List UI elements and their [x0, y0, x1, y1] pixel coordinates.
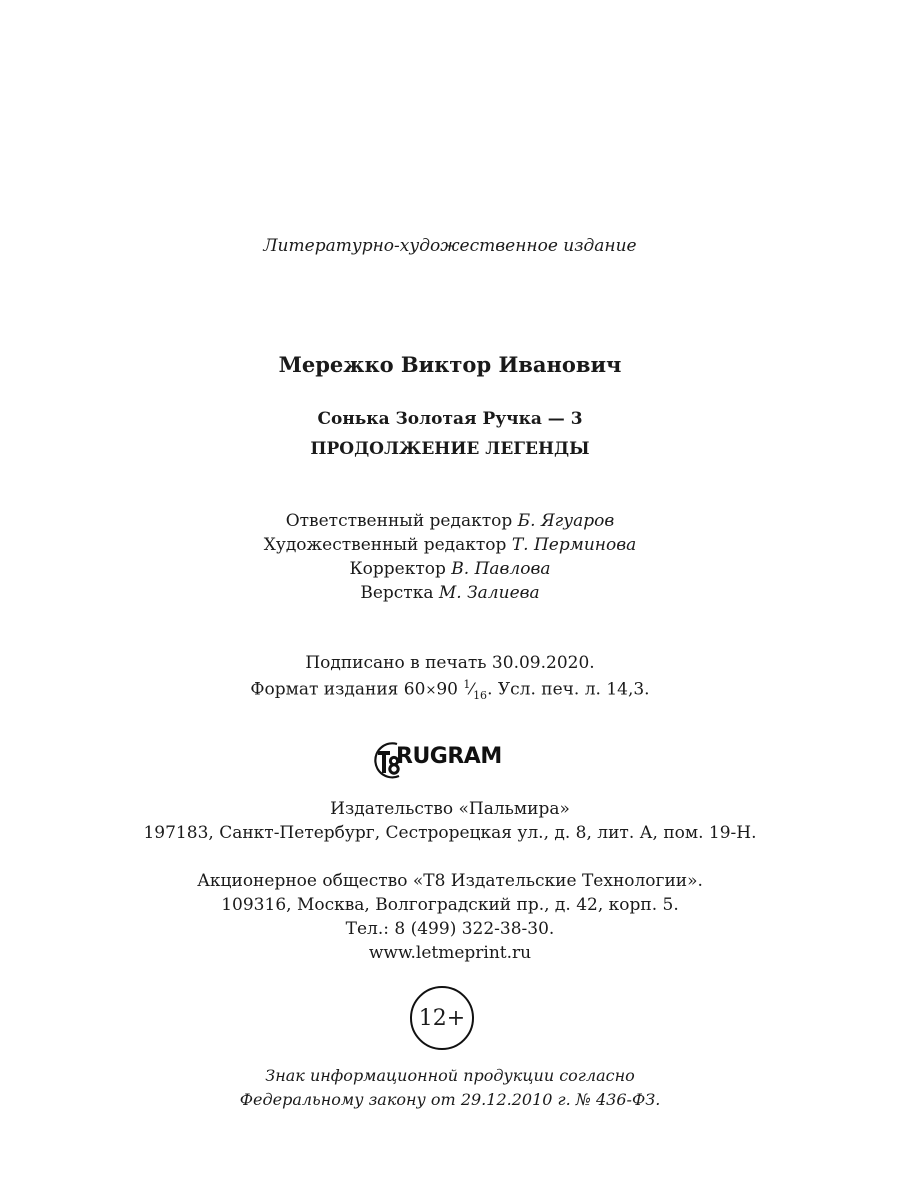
- format-rest: . Усл. печ. л. 14,3.: [487, 679, 650, 700]
- credit-person: М. Залиева: [438, 583, 540, 603]
- book-title: Сонька Золотая Ручка — 3: [317, 409, 583, 429]
- printer-name: Акционерное общество «Т8 Издательские Технологии».: [197, 871, 703, 891]
- credit-chief-editor: [0, 513, 900, 530]
- publisher-address: 197183, Санкт-Петербург, Сестрорецкая ул., д. 8, лит. А, пом. 19-Н.: [143, 823, 757, 843]
- printer-address: 109316, Москва, Волгоградский пр., д. 42, корп. 5.: [221, 895, 679, 915]
- printer-phone: Тел.: 8 (499) 322-38-30.: [345, 919, 555, 939]
- age-rating-badge: [410, 986, 474, 1050]
- notice-line-2: Федеральному закону от 29.12.2010 г. № 436-ФЗ.: [239, 1090, 661, 1109]
- print-signed-date: Подписано в печать 30.09.2020.: [305, 653, 595, 673]
- logo-text: RUGRAM: [396, 744, 502, 769]
- credit-role: Ответственный редактор: [285, 511, 513, 531]
- credit-art-editor: [0, 537, 900, 554]
- credit-role: Корректор: [349, 559, 446, 579]
- author-name: Мережко Виктор Иванович: [278, 352, 622, 377]
- rugram-logo: [369, 740, 519, 780]
- print-format: [0, 679, 900, 701]
- format-label: Формат издания 60: [250, 679, 426, 700]
- format-fraction-numerator: 1: [463, 678, 471, 691]
- credit-role: Художественный редактор: [263, 535, 507, 555]
- notice-line-1: Знак информационной продукции согласно: [265, 1066, 635, 1085]
- credit-person: В. Павлова: [451, 559, 551, 579]
- age-rating-text: 12+: [418, 1005, 466, 1031]
- credit-proofreader: [0, 561, 900, 578]
- printer-website: www.letmeprint.ru: [368, 943, 532, 963]
- credit-person: Б. Ягуаров: [517, 511, 615, 531]
- book-subtitle: ПРОДОЛЖЕНИЕ ЛЕГЕНДЫ: [310, 439, 590, 459]
- format-fraction-denominator: 16: [473, 689, 488, 703]
- edition-type: Литературно-художественное издание: [263, 236, 637, 256]
- format-fraction-slash: ⁄: [470, 679, 474, 699]
- publisher-name: Издательство «Пальмира»: [330, 799, 570, 819]
- format-second: 90: [436, 679, 458, 700]
- credit-role: Верстка: [360, 583, 434, 603]
- credit-person: Т. Перминова: [511, 535, 637, 555]
- credit-layout: [0, 585, 900, 602]
- format-times: ×: [425, 682, 437, 698]
